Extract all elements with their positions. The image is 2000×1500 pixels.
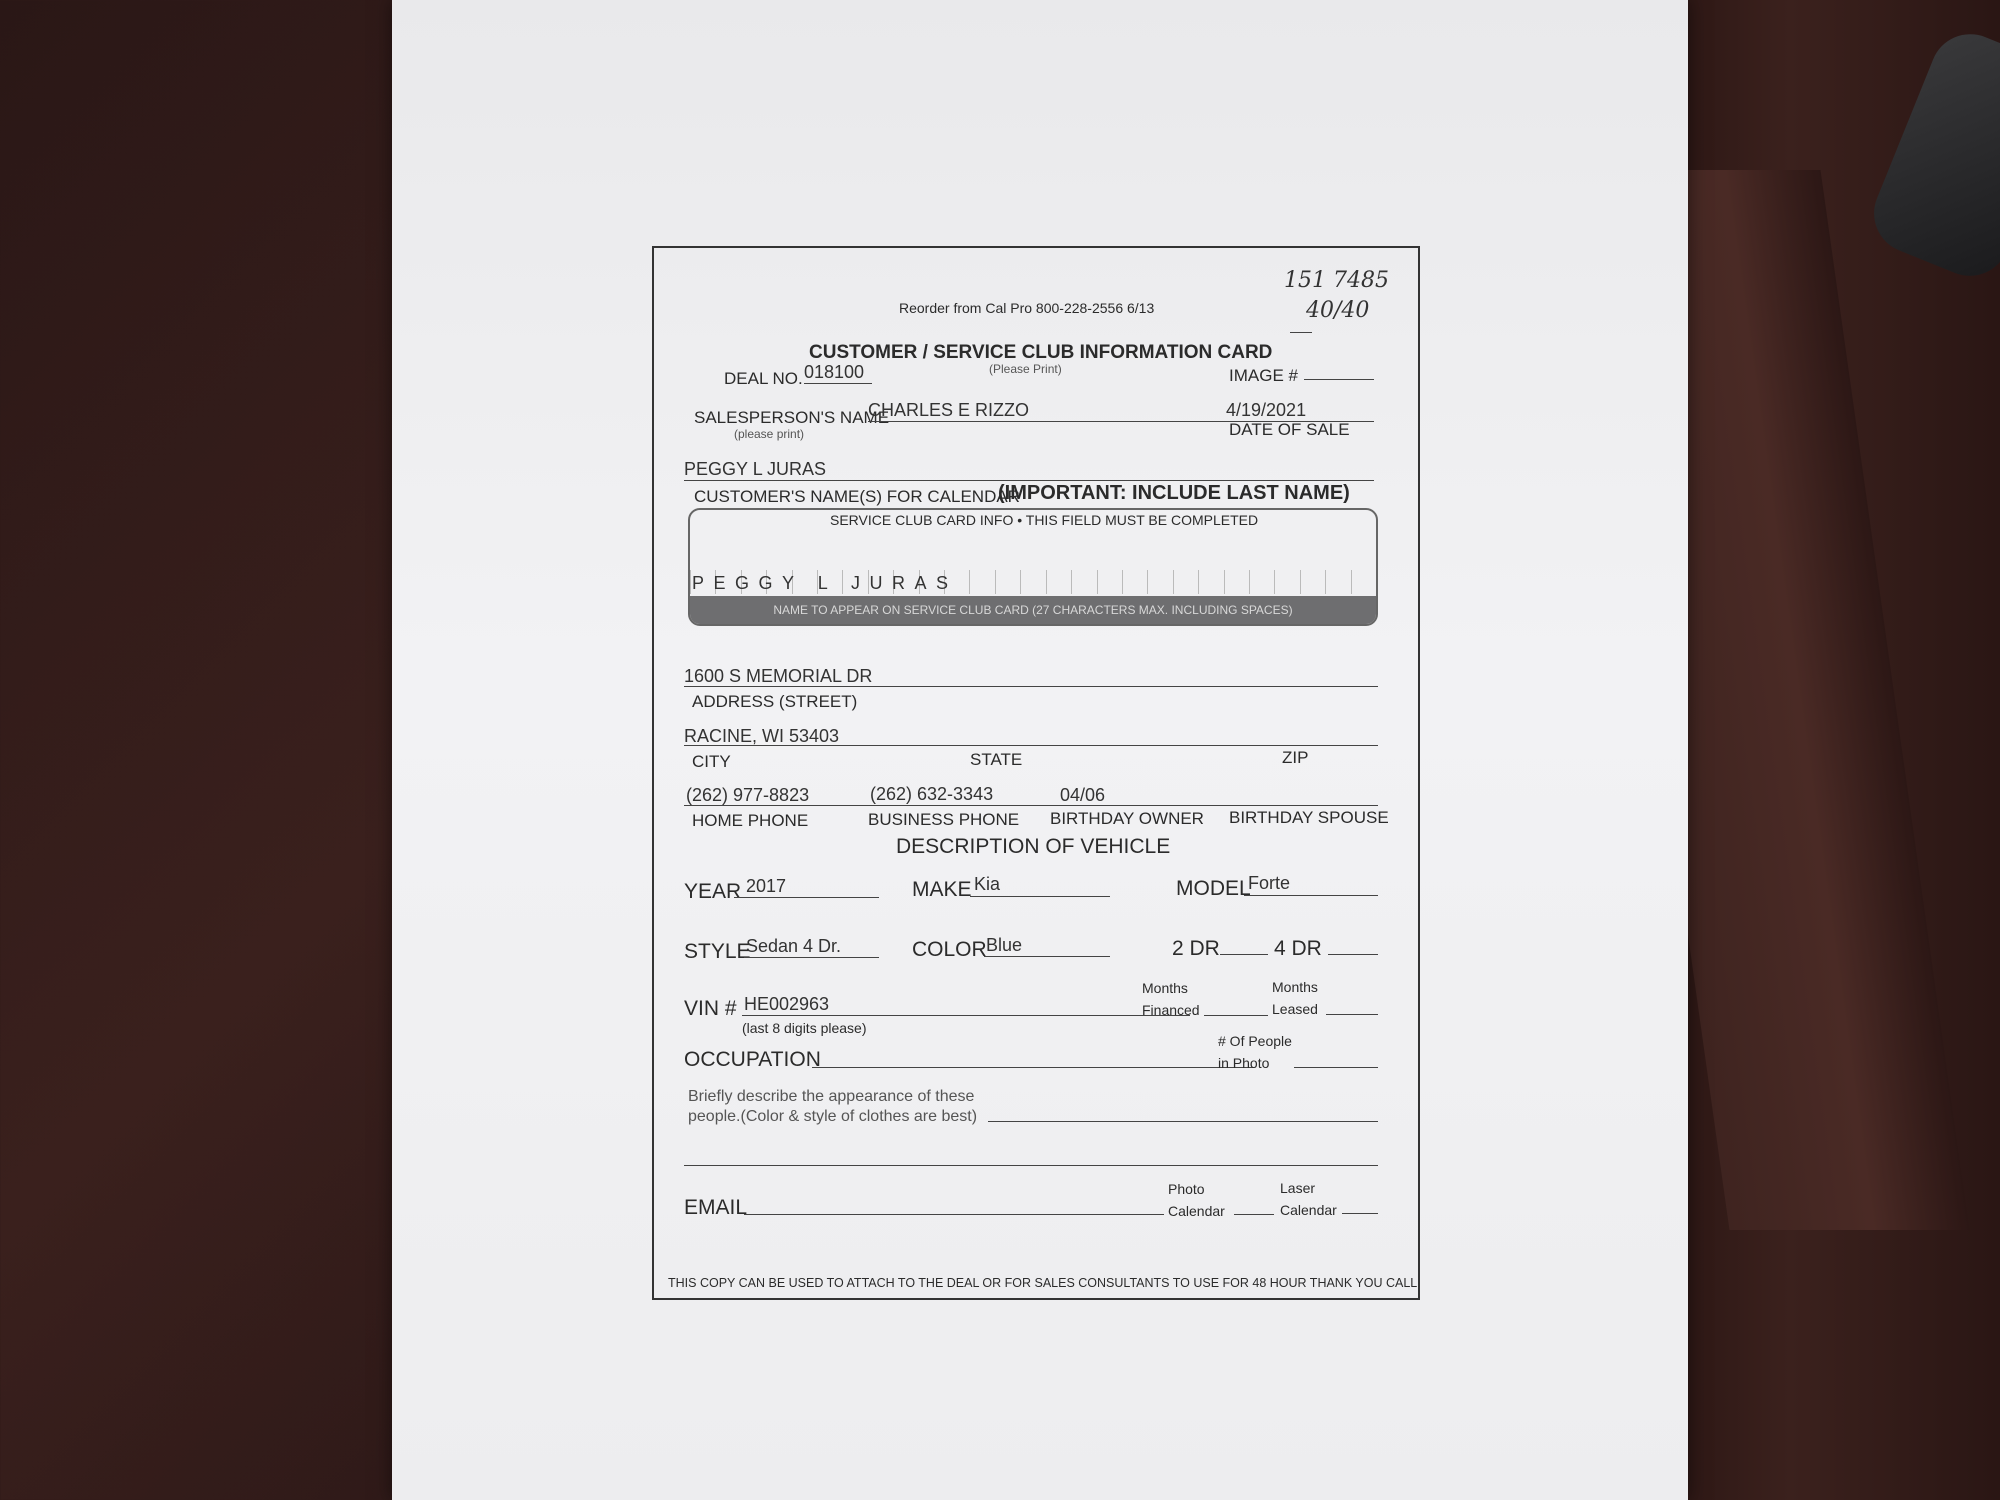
describe-line — [988, 1121, 1378, 1122]
months-leased-l2: Leased — [1272, 1001, 1318, 1017]
laser-calendar-l2: Calendar — [1280, 1202, 1337, 1218]
customer-name-label: CUSTOMER'S NAME(S) FOR CALENDAR — [694, 487, 1020, 506]
four-door-line — [1328, 954, 1378, 955]
laser-calendar-l1: Laser — [1280, 1180, 1316, 1196]
customer-name-line — [684, 480, 1374, 481]
card-title: CUSTOMER / SERVICE CLUB INFORMATION CARD — [809, 342, 1273, 363]
style-value: Sedan 4 Dr. — [746, 936, 842, 956]
salesperson-sub: (please print) — [734, 427, 805, 441]
email-line — [744, 1214, 1164, 1215]
style-line — [744, 957, 879, 958]
handwritten-number: 151 7485 — [1284, 268, 1389, 293]
occupation-label: OCCUPATION — [684, 1048, 821, 1071]
customer-name-value: PEGGY L JURAS — [684, 459, 827, 479]
deal-no-label: DEAL NO. — [724, 369, 803, 388]
birthday-owner-value: 04/06 — [1060, 785, 1106, 805]
date-of-sale-value: 4/19/2021 — [1226, 400, 1307, 420]
style-label: STYLE — [684, 940, 751, 963]
birthday-owner-label: BIRTHDAY OWNER — [1050, 809, 1204, 828]
home-phone-label: HOME PHONE — [692, 811, 809, 830]
make-line — [970, 896, 1110, 897]
photo-calendar-l1: Photo — [1168, 1181, 1205, 1197]
deal-no-value: 018100 — [804, 362, 865, 382]
photo-calendar-l2: Calendar — [1168, 1203, 1225, 1219]
people-in-photo-l2: in Photo — [1218, 1055, 1270, 1071]
year-value: 2017 — [746, 876, 787, 896]
color-line — [984, 956, 1110, 957]
people-in-photo-line — [1294, 1067, 1378, 1068]
city-line — [684, 745, 1378, 746]
service-card-name: PEGGY L JURAS — [692, 573, 958, 593]
color-label: COLOR — [912, 938, 987, 961]
months-financed-l1: Months — [1142, 980, 1188, 996]
months-financed-l2: Financed — [1142, 1002, 1200, 1018]
color-value: Blue — [986, 935, 1023, 955]
vin-value: HE002963 — [744, 994, 830, 1014]
city-label: CITY — [692, 752, 731, 771]
image-no-label: IMAGE # — [1229, 366, 1298, 385]
phone-line — [684, 805, 1378, 806]
months-financed-line — [1204, 1015, 1268, 1016]
handwritten-fraction: 40/40 — [1306, 298, 1370, 323]
year-line — [734, 897, 879, 898]
two-door-line — [1220, 954, 1268, 955]
reorder-text: Reorder from Cal Pro 800-228-2556 6/13 — [899, 300, 1155, 316]
describe-line2: people.(Color & style of clothes are best) — [688, 1108, 978, 1125]
months-leased-l1: Months — [1272, 979, 1318, 995]
state-label: STATE — [970, 750, 1023, 769]
two-door-label: 2 DR — [1172, 937, 1220, 960]
zip-label: ZIP — [1282, 748, 1309, 767]
salesperson-value: CHARLES E RIZZO — [868, 400, 1030, 420]
vehicle-section-title: DESCRIPTION OF VEHICLE — [896, 835, 1171, 858]
vin-line — [742, 1015, 1190, 1016]
months-leased-line — [1326, 1014, 1378, 1015]
deal-no-line — [804, 383, 872, 384]
vin-sub: (last 8 digits please) — [742, 1020, 867, 1036]
image-no-line — [1304, 379, 1374, 380]
describe-line1: Briefly describe the appearance of these — [688, 1088, 975, 1105]
make-label: MAKE — [912, 878, 972, 901]
four-door-label: 4 DR — [1274, 937, 1322, 960]
handwritten-dash — [1290, 332, 1312, 333]
information-card — [652, 246, 1420, 1300]
vin-label: VIN # — [684, 997, 737, 1020]
email-label: EMAIL — [684, 1196, 748, 1219]
date-of-sale-label: DATE OF SALE — [1229, 420, 1350, 439]
service-club-card-field — [688, 508, 1378, 626]
year-label: YEAR — [684, 880, 742, 903]
make-value: Kia — [974, 874, 1001, 894]
city-value: RACINE, WI 53403 — [684, 726, 840, 746]
business-phone-value: (262) 632-3343 — [870, 784, 994, 804]
business-phone-label: BUSINESS PHONE — [868, 810, 1020, 829]
photo-calendar-line — [1234, 1214, 1274, 1215]
model-line — [1244, 895, 1378, 896]
model-value: Forte — [1248, 873, 1291, 893]
occupation-line — [812, 1067, 1254, 1068]
salesperson-label: SALESPERSON'S NAME — [694, 408, 890, 427]
address-line — [684, 686, 1378, 687]
laser-calendar-line — [1342, 1213, 1378, 1214]
model-label: MODEL — [1176, 877, 1251, 900]
service-card-header: SERVICE CLUB CARD INFO • THIS FIELD MUST BE COMPLETED — [830, 512, 1259, 528]
important-note: (IMPORTANT: INCLUDE LAST NAME) — [998, 482, 1350, 504]
people-in-photo-l1: # Of People — [1218, 1033, 1292, 1049]
describe-extra-line — [684, 1165, 1378, 1166]
card-footer-note: THIS COPY CAN BE USED TO ATTACH TO THE DEAL OR FOR SALES CONSULTANTS TO USE FOR 48 HOUR THANK YOU CALL — [668, 1276, 1418, 1290]
home-phone-value: (262) 977-8823 — [686, 785, 810, 805]
birthday-spouse-label: BIRTHDAY SPOUSE — [1229, 808, 1389, 827]
please-print-note: (Please Print) — [989, 362, 1062, 376]
service-card-footer: NAME TO APPEAR ON SERVICE CLUB CARD (27 CHARACTERS MAX. INCLUDING SPACES) — [690, 596, 1376, 624]
address-value: 1600 S MEMORIAL DR — [684, 666, 873, 686]
address-label: ADDRESS (STREET) — [692, 692, 858, 711]
